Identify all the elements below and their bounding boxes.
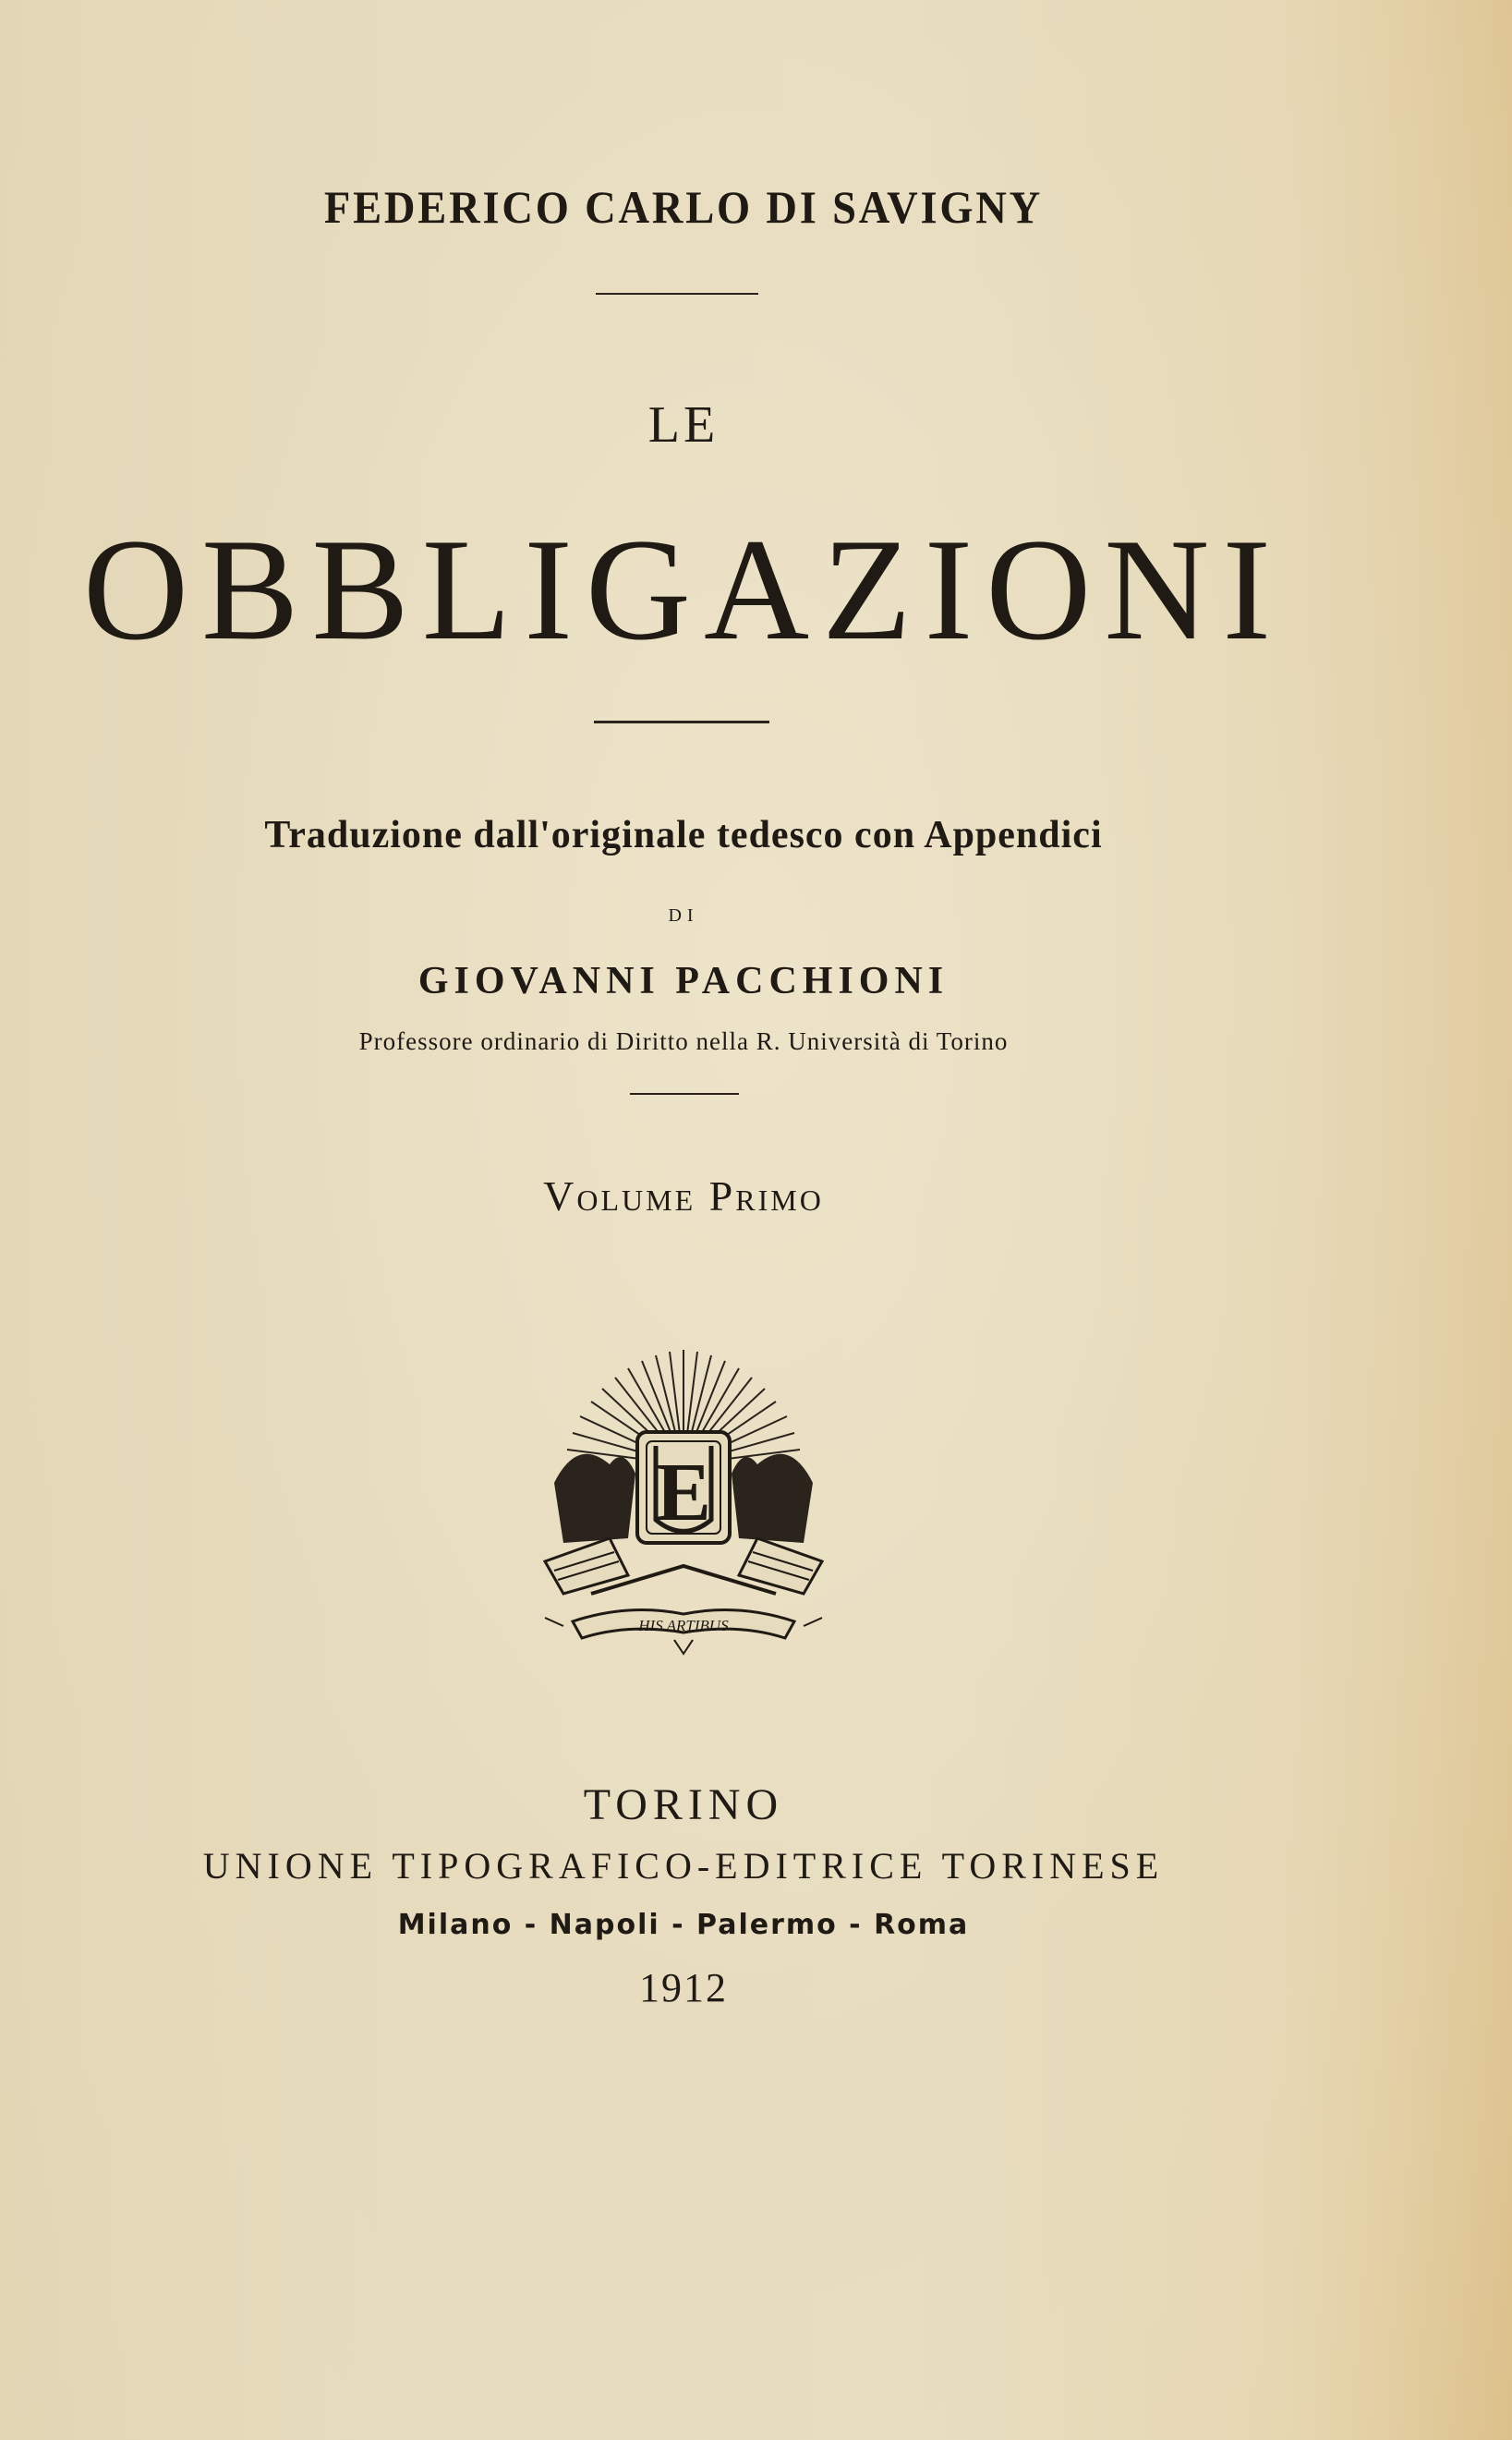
svg-text:E: E	[655, 1447, 712, 1538]
divider-under-title	[594, 721, 769, 723]
subtitle: Traduzione dall'originale tedesco con Appendici	[264, 814, 1103, 856]
divider-top	[596, 293, 758, 295]
by-label: DI	[668, 905, 699, 926]
emblem-motto: HIS ARTIBUS	[638, 1617, 729, 1634]
imprint-branches: Milano - Napoli - Palermo - Roma	[397, 1909, 970, 1941]
author-name: FEDERICO CARLO DI SAVIGNY	[323, 181, 1044, 233]
imprint-city: TORINO	[583, 1780, 784, 1829]
imprint-year: 1912	[639, 1965, 728, 2010]
translator-name: GIOVANNI PACCHIONI	[417, 960, 950, 1002]
book-title: OBBLIGAZIONI	[82, 509, 1285, 671]
translator-role: Professore ordinario di Diritto nella R. Università di Torino	[358, 1027, 1009, 1055]
volume-label: Volume Primo	[543, 1172, 824, 1220]
imprint-publisher: UNIONE TIPOGRAFICO-EDITRICE TORINESE	[202, 1845, 1165, 1887]
title-article: LE	[647, 396, 720, 454]
publisher-emblem-icon	[536, 1344, 831, 1658]
divider-under-translator	[630, 1093, 739, 1095]
